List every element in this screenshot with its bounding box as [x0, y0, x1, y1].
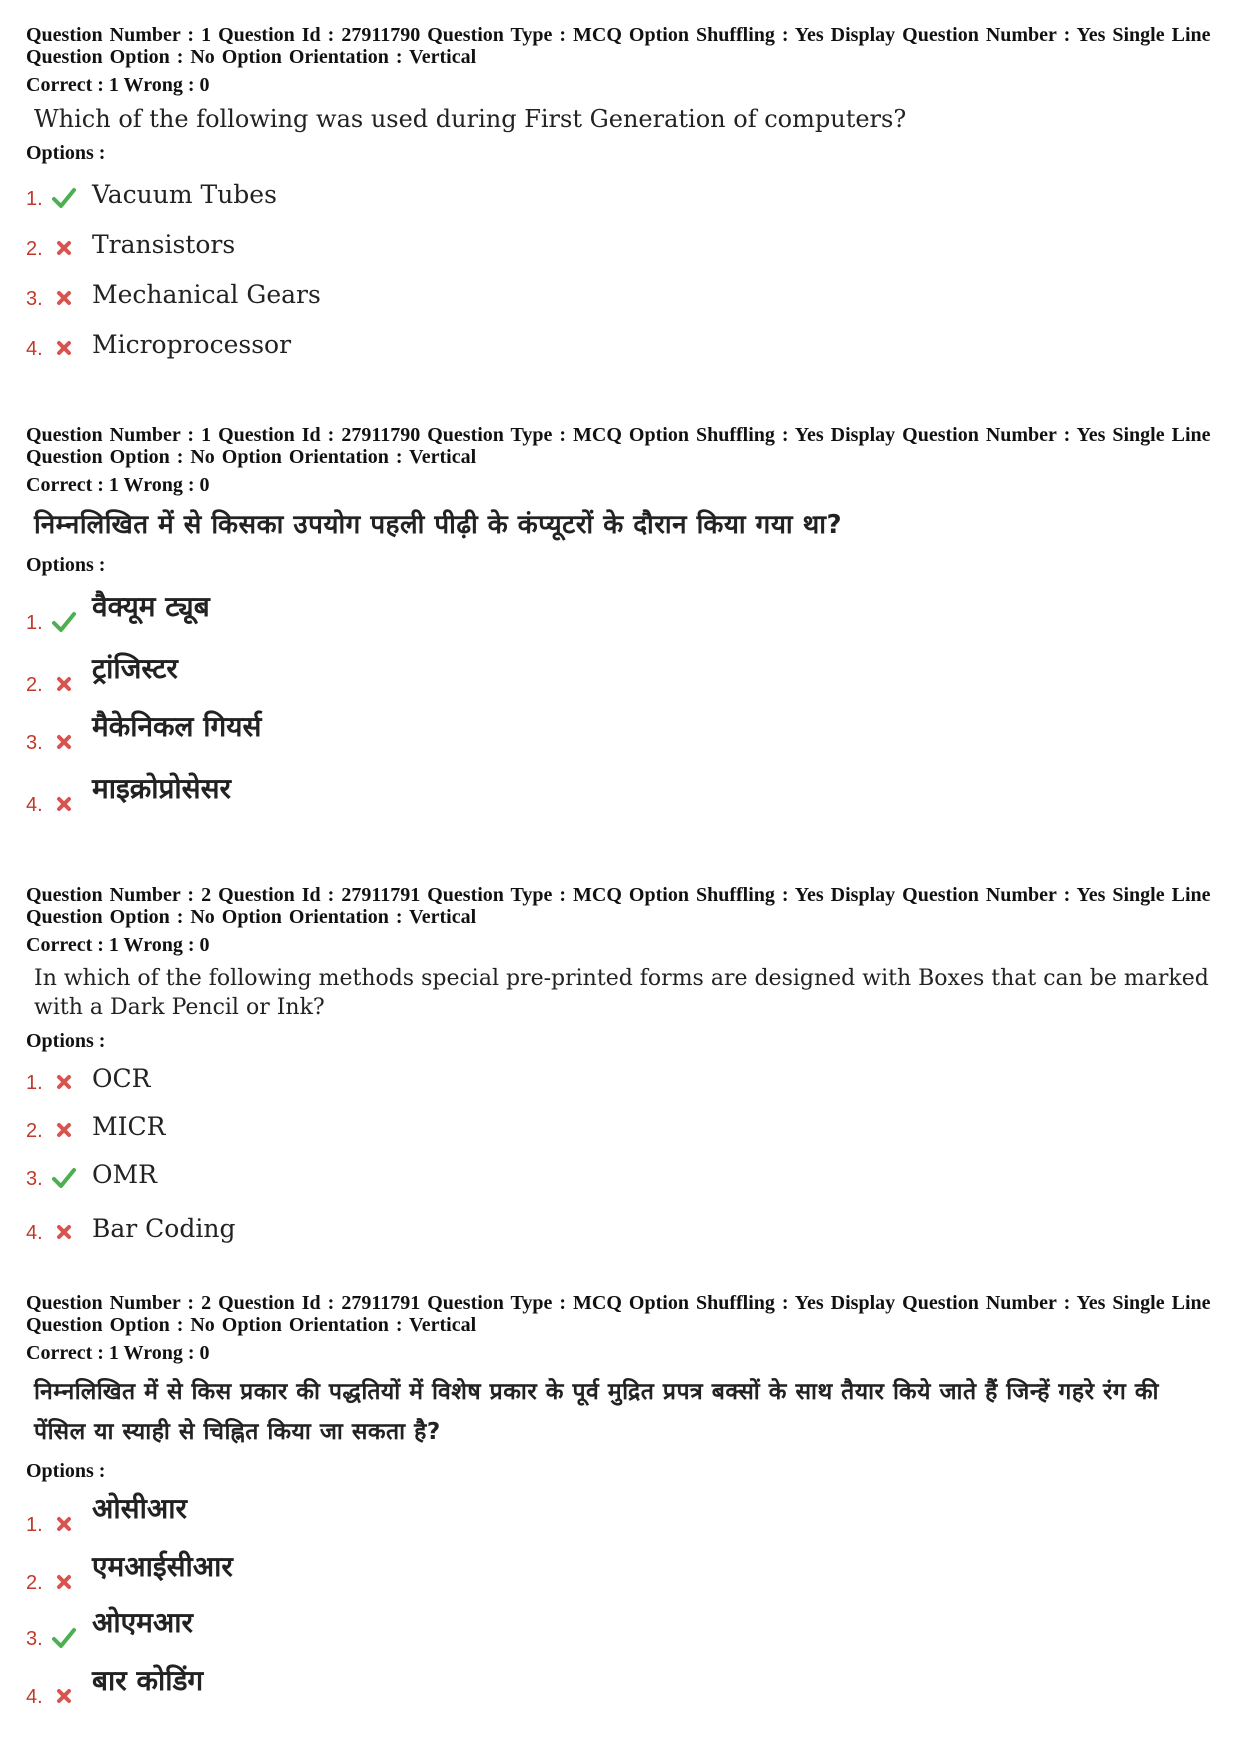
options-heading: Options : [26, 142, 106, 164]
option-label: ओएमआर [92, 1606, 193, 1639]
cross-icon [52, 731, 76, 753]
option-label: वैक्यूम ट्यूब [92, 590, 210, 623]
option-3 [26, 701, 1216, 759]
option-3 [26, 1599, 1216, 1655]
cross-icon [52, 337, 76, 359]
option-label: Microprocessor [92, 330, 292, 359]
option-3 [26, 265, 1216, 315]
option-number: 1. [26, 612, 43, 634]
option-label: MICR [92, 1112, 166, 1141]
option-1 [26, 577, 1216, 639]
question-block-1-en [26, 24, 1216, 365]
cross-icon [52, 673, 76, 695]
score-line: Correct : 1 Wrong : 0 [26, 74, 210, 96]
question-meta: Question Number : 2 Question Id : 27911791 Question Type : MCQ Option Shuffling : Yes Display Question Number : Yes Single Line Question Option : No Option Orientation : Vertical [26, 884, 1211, 928]
options-heading: Options : [26, 1030, 106, 1052]
score-line: Correct : 1 Wrong : 0 [26, 1342, 210, 1364]
option-4 [26, 1195, 1216, 1249]
question-meta: Question Number : 1 Question Id : 27911790 Question Type : MCQ Option Shuffling : Yes Display Question Number : Yes Single Line Question Option : No Option Orientation : Vertical [26, 24, 1211, 68]
question-block-2-hi [26, 1292, 1216, 1713]
option-number: 4. [26, 794, 43, 816]
question-text: In which of the following methods special pre-printed forms are designed with Boxes that can be marked with a Dark Pencil or Ink? [34, 966, 1209, 1020]
option-number: 2. [26, 238, 43, 260]
option-2 [26, 1099, 1216, 1147]
option-3 [26, 1147, 1216, 1195]
check-icon [52, 611, 76, 633]
option-number: 3. [26, 732, 43, 754]
check-icon [52, 1627, 76, 1649]
option-number: 2. [26, 674, 43, 696]
check-icon [52, 1167, 76, 1189]
options-heading: Options : [26, 1460, 106, 1482]
option-label: OCR [92, 1064, 151, 1093]
option-number: 1. [26, 1514, 43, 1536]
option-label: एमआईसीआर [92, 1550, 233, 1583]
option-label: बार कोडिंग [92, 1664, 204, 1697]
option-number: 3. [26, 1168, 43, 1190]
option-2 [26, 215, 1216, 265]
check-icon [52, 187, 76, 209]
option-number: 4. [26, 1222, 43, 1244]
cross-icon [52, 1571, 76, 1593]
option-number: 3. [26, 288, 43, 310]
option-4 [26, 759, 1216, 821]
option-number: 3. [26, 1628, 43, 1650]
option-2 [26, 639, 1216, 701]
cross-icon [52, 1119, 76, 1141]
option-label: ओसीआर [92, 1492, 187, 1525]
option-label: Bar Coding [92, 1214, 236, 1243]
score-line: Correct : 1 Wrong : 0 [26, 934, 210, 956]
option-number: 2. [26, 1572, 43, 1594]
option-label: मैकेनिकल गियर्स [92, 710, 262, 743]
option-1 [26, 1053, 1216, 1099]
cross-icon [52, 793, 76, 815]
cross-icon [52, 1513, 76, 1535]
options-heading: Options : [26, 554, 106, 576]
option-label: Mechanical Gears [92, 280, 321, 309]
cross-icon [52, 1071, 76, 1093]
question-block-2-en [26, 884, 1216, 1249]
option-number: 1. [26, 188, 43, 210]
option-1 [26, 165, 1216, 215]
question-block-1-hi [26, 424, 1216, 821]
option-number: 4. [26, 338, 43, 360]
question-text: निम्नलिखित में से किस प्रकार की पद्धतियों में विशेष प्रकार के पूर्व मुद्रित प्रपत्र बक्सों के साथ तैयार किये जाते हैं जिन्हें गहरे रंग की पेंसिल या स्याही से चिह्नित किया जा सकता है? [34, 1379, 1159, 1445]
option-4 [26, 315, 1216, 365]
option-2 [26, 1541, 1216, 1599]
option-label: Transistors [92, 230, 236, 259]
question-meta: Question Number : 1 Question Id : 27911790 Question Type : MCQ Option Shuffling : Yes Display Question Number : Yes Single Line Question Option : No Option Orientation : Vertical [26, 424, 1211, 468]
option-label: ट्रांजिस्टर [92, 652, 178, 685]
cross-icon [52, 1221, 76, 1243]
question-meta: Question Number : 2 Question Id : 27911791 Question Type : MCQ Option Shuffling : Yes Display Question Number : Yes Single Line Question Option : No Option Orientation : Vertical [26, 1292, 1211, 1336]
score-line: Correct : 1 Wrong : 0 [26, 474, 210, 496]
option-4 [26, 1655, 1216, 1713]
option-label: माइक्रोप्रोसेसर [92, 772, 231, 805]
cross-icon [52, 287, 76, 309]
option-number: 4. [26, 1686, 43, 1708]
cross-icon [52, 237, 76, 259]
question-text: निम्नलिखित में से किसका उपयोग पहली पीढ़ी के कंप्यूटरों के दौरान किया गया था? [34, 510, 843, 540]
question-text: Which of the following was used during First Generation of computers? [34, 105, 907, 133]
cross-icon [52, 1685, 76, 1707]
option-label: Vacuum Tubes [92, 180, 277, 209]
option-number: 2. [26, 1120, 43, 1142]
option-1 [26, 1483, 1216, 1541]
option-label: OMR [92, 1160, 157, 1189]
option-number: 1. [26, 1072, 43, 1094]
